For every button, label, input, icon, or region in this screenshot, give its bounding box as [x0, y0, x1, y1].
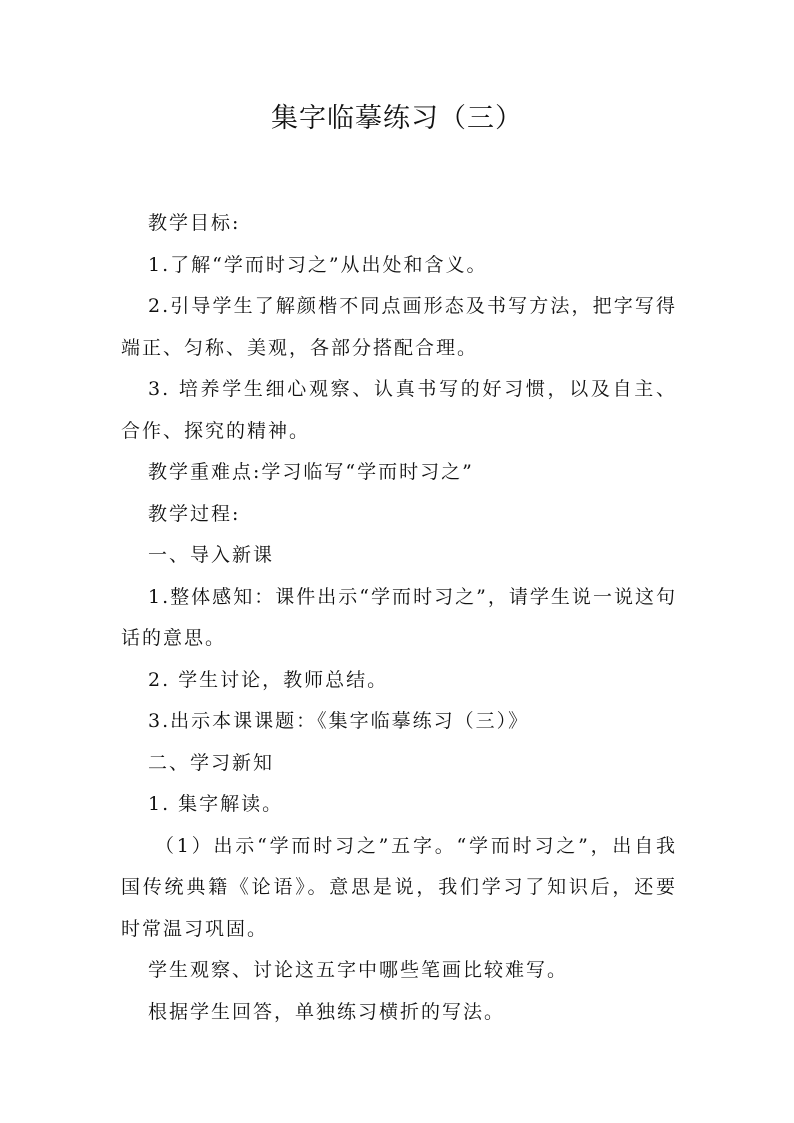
- paragraph-goal-3: 3. 培养学生细心观察、认真书写的好习惯，以及自主、合作、探究的精神。: [121, 378, 677, 442]
- paragraph-intro-1: 1.整体感知：课件出示“学而时习之”，请学生说一说这句话的意思。: [121, 585, 677, 649]
- paragraph-new-1: 1. 集字解读。: [148, 793, 284, 815]
- paragraph-observe: 学生观察、讨论这五字中哪些笔画比较难写。: [148, 959, 569, 981]
- paragraph-teaching-goals: 教学目标:: [148, 212, 241, 234]
- paragraph-teaching-process: 教学过程:: [148, 502, 241, 525]
- section-heading-new-knowledge: 二、学习新知: [148, 751, 275, 774]
- paragraph-goal-1: 1.了解“学而时习之”从出处和含义。: [148, 253, 488, 276]
- document-body: [121, 203, 677, 1033]
- paragraph-goal-2: 2.引导学生了解颜楷不同点画形态及书写方法，把字写得端正、匀称、美观，各部分搭配合理。: [121, 295, 677, 359]
- document-title: 集字临摹练习（三）: [271, 103, 523, 134]
- paragraph-intro-3: 3.出示本课课题：《集字临摹练习（三）》: [148, 710, 530, 732]
- paragraph-intro-2: 2. 学生讨论，教师总结。: [148, 668, 389, 691]
- paragraph-practice: 根据学生回答，单独练习横折的写法。: [148, 1000, 506, 1023]
- paragraph-key-points: 教学重难点:学习临写“学而时习之”: [148, 461, 474, 483]
- paragraph-new-1-1: （1）出示“学而时习之”五字。“学而时习之”，出自我国传统典籍《论语》。意思是说，我们学习了知识后，还要时常温习巩固。: [121, 834, 677, 940]
- section-heading-intro: 一、导入新课: [148, 544, 275, 566]
